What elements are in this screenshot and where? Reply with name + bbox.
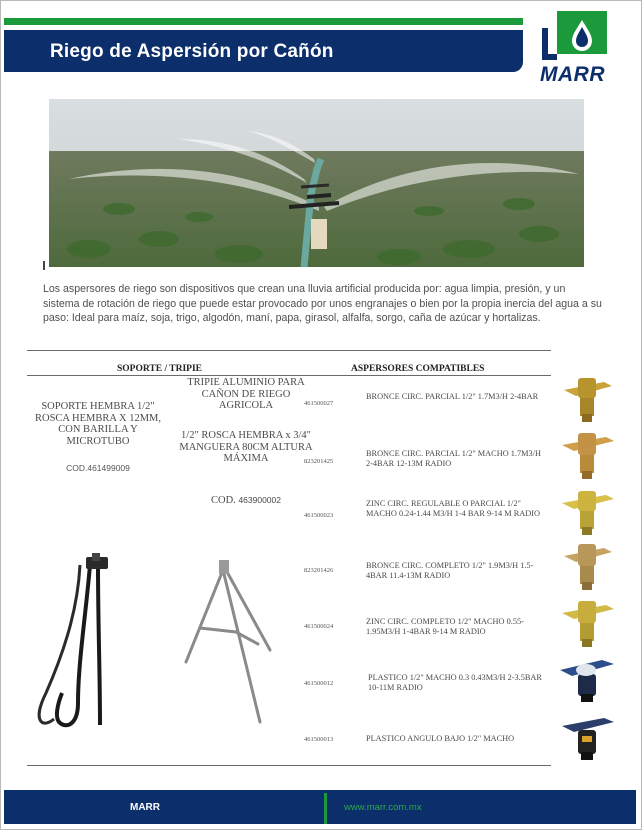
sprinkler-description: BRONCE CIRC. PARCIAL 1/2" MACHO 1.7M3/H 2-4BAR 12-13M RADIO xyxy=(366,449,541,468)
footer-divider xyxy=(324,793,327,824)
brass-sprinkler-icon xyxy=(556,538,618,592)
table-top-rule xyxy=(27,350,551,351)
header-accent-line xyxy=(4,18,523,25)
sprinkler-code: 461500024 xyxy=(304,623,334,630)
tripod-code-label: COD. xyxy=(211,495,236,506)
sprinkler-description: PLASTICO 1/2" MACHO 0.3 0.43M3/H 2-3.5BAR 10-11M RADIO xyxy=(368,673,542,692)
plastic-sprinkler-icon xyxy=(556,710,618,764)
sprinkler-code: 461500012 xyxy=(304,680,334,687)
sprinkler-description: ZINC CIRC. REGULABLE O PARCIAL 1/2" MACHO 0.24-1.44 M3/H 1-4 BAR 9-14 M RADIO xyxy=(366,499,541,518)
sprinkler-code: 823201426 xyxy=(304,567,334,574)
plastic-sprinkler-icon xyxy=(556,652,618,706)
column-header-support: SOPORTE / TRIPIE xyxy=(117,364,203,374)
logo-wordmark: MARR xyxy=(540,63,605,86)
footer-brand: MARR xyxy=(130,802,160,813)
tripod-spec: 1/2" ROSCA HEMBRA x 3/4" MANGUERA 80CM ALTURA MÁXIMA xyxy=(179,430,313,464)
column-header-sprinklers: ASPERSORES COMPATIBLES xyxy=(351,364,485,374)
sprinkler-description: BRONCE CIRC. COMPLETO 1/2" 1.9M3/H 1.5-4BAR 11.4-13M RADIO xyxy=(366,561,534,580)
brass-sprinkler-icon xyxy=(556,427,618,481)
sprinkler-code: 461500023 xyxy=(304,512,334,519)
intro-paragraph: Los aspersores de riego son dispositivos que crean una lluvia artificial producida por: agua limpia, presión, y un sistema de rotación de riego que puede estar provocado por unos engranajes o bien por la propia inercia del agua a su paso: Ideal para maíz, soja, trigo, algodón, maní, papa, girasol, alfalfa, sorgo, caña de azúcar y hortalizas. xyxy=(43,283,602,324)
support-code: COD.461499009 xyxy=(66,463,130,473)
sprinkler-code: 823201425 xyxy=(304,458,334,465)
page-title: Riego de Aspersión por Cañón xyxy=(50,41,334,62)
zinc-sprinkler-icon xyxy=(556,483,618,537)
sprinkler-code: 461500013 xyxy=(304,736,334,743)
tripod-image xyxy=(168,552,278,732)
zinc-sprinkler-icon xyxy=(556,595,618,649)
brass-sprinkler-icon xyxy=(556,370,618,424)
irrigation-field-photo xyxy=(49,99,584,267)
table-bottom-rule xyxy=(27,765,551,766)
sprinkler-code: 461500027 xyxy=(304,400,334,407)
tripod-title: TRIPIE ALUMINIO PARA CAÑON DE RIEGO AGRICOLA xyxy=(187,377,305,411)
support-description: SOPORTE HEMBRA 1/2" ROSCA HEMBRA X 12MM, CON BARILLA Y MICROTUBO xyxy=(34,401,162,447)
sprinkler-description: PLASTICO ANGULO BAJO 1/2" MACHO xyxy=(366,734,515,743)
footer-bar xyxy=(4,790,636,824)
footer-website-link[interactable]: www.marr.com.mx xyxy=(344,802,422,813)
tripod-code xyxy=(176,495,316,506)
tripod-code-value: 463900002 xyxy=(238,495,281,505)
sprinkler-description: BRONCE CIRC. PARCIAL 1/2" 1.7M3/H 2-4BAR xyxy=(366,392,539,401)
support-rod-image xyxy=(18,553,138,733)
sprinkler-description: ZINC CIRC. COMPLETO 1/2" MACHO 0.55-1.95M3/H 1-4BAR 9-14 M RADIO xyxy=(366,617,524,636)
table-header-rule xyxy=(27,375,551,376)
text-cursor-mark xyxy=(43,261,45,270)
